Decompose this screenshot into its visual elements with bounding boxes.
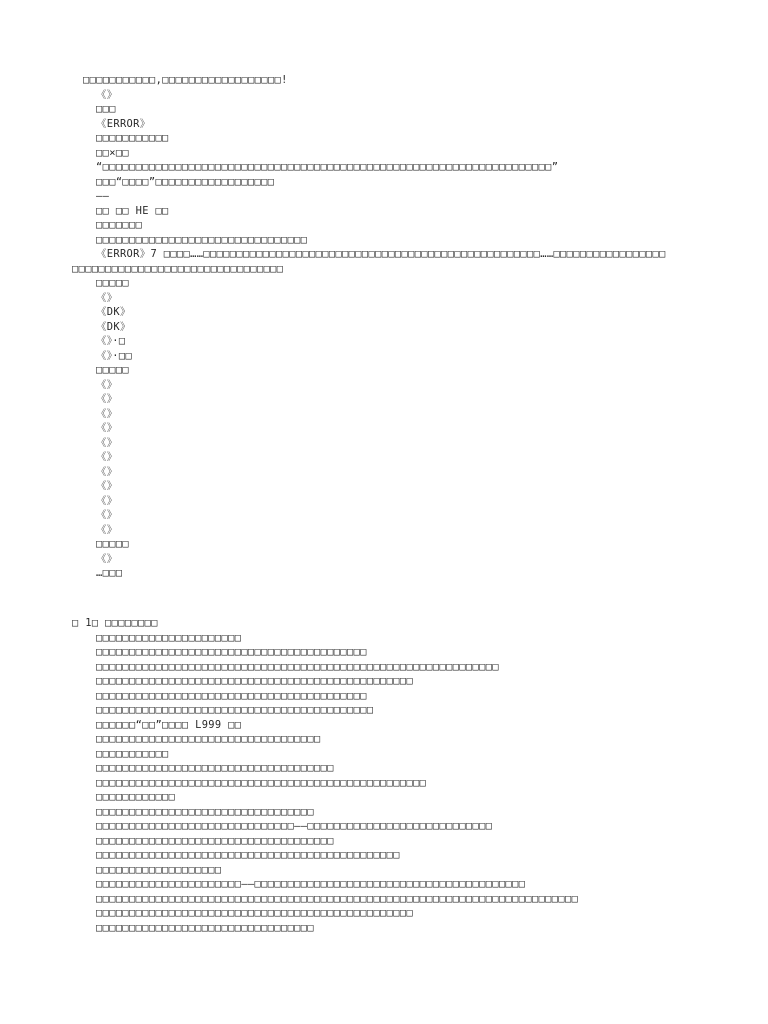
intro-section — [0, 73, 768, 581]
chapter-line: □□□□□□□□□□□□□□□□□□□ — [96, 863, 222, 876]
intro-line: 《》 — [96, 422, 118, 434]
intro-line: 《DK》 — [96, 320, 131, 333]
intro-line: □□□□□ — [96, 538, 130, 550]
intro-line: □□□□□□□□□□□□□□□□□□□□□□□□□□□□□□□□ — [72, 262, 284, 275]
intro-line: 《》 — [96, 465, 118, 478]
intro-line: □□□□□□□□□□□ — [96, 132, 169, 144]
chapter-line: □□□□□□□□□□□□□□□□□□□□□□□□□□□□□□□□□ — [96, 921, 314, 934]
intro-line: □□□“□□□□”□□□□□□□□□□□□□□□□□□ — [96, 175, 275, 188]
intro-line: □□×□□ — [96, 146, 130, 159]
intro-line: 《》 — [96, 480, 118, 492]
intro-line: 《》 — [96, 509, 118, 521]
chapter-line: □□□□□□□□□□□□□□□□□□□□□□□□□□□□□□□□□□□□□□□□□□□□□□□□□□□□□□□□□□□□□ — [96, 660, 499, 673]
chapter-line: □□□□□□“□□”□□□□ L999 □□ — [96, 718, 242, 731]
intro-line: 《》·□ — [96, 335, 126, 347]
chapter-line: □□□□□□□□□□□□□□□□□□□□□□□□□□□□□□□□□□□□ — [96, 834, 334, 847]
chapter-heading: □ 1□ □□□□□□□□ — [72, 617, 158, 629]
intro-line: “□□□□□□□□□□□□□□□□□□□□□□□□□□□□□□□□□□□□□□□□□□□□□□□□□□□□□□□□□□□□□□□□□□□□” — [96, 161, 559, 173]
chapter-line: □□□□□□□□□□□□ — [96, 791, 176, 803]
intro-line: 《》 — [96, 523, 118, 536]
chapter-line: □□□□□□□□□□□□□□□□□□□□□□□□□□□□□□——□□□□□□□□□□□□□□□□□□□□□□□□□□□□ — [96, 820, 493, 832]
intro-line: □□□□□□□□□□□,□□□□□□□□□□□□□□□□□□! — [83, 74, 288, 86]
chapter-line: □□□□□□□□□□□ — [96, 747, 169, 760]
intro-line: 《ERROR》 — [96, 117, 151, 130]
intro-line: 《》 — [96, 552, 118, 565]
chapter-line: □□□□□□□□□□□□□□□□□□□□□□□□□□□□□□□□□□□□□□□□□ — [96, 646, 367, 658]
chapter-line: □□□□□□□□□□□□□□□□□□□□□□□□□□□□□□□□□□□□□□□□□ — [96, 689, 367, 702]
intro-line: 《DK》 — [96, 306, 131, 318]
chapter-line: □□□□□□□□□□□□□□□□□□□□□□□□□□□□□□□□□□□□□□□□□□□□□□□□ — [96, 907, 414, 919]
chapter-line: □□□□□□□□□□□□□□□□□□□□□□□□□□□□□□□□□□□□□□□□□□□□□□□□ — [96, 675, 414, 687]
intro-line: 《ERROR》7 □□□□……□□□□□□□□□□□□□□□□□□□□□□□□□□□□□□□□□□□□□□□□□□□□□□□□□□□……□□□□□□□□□□□□□□□□□ — [96, 248, 666, 260]
intro-line: □□□□□□□□□□□□□□□□□□□□□□□□□□□□□□□□ — [96, 233, 308, 246]
intro-line: 《》 — [96, 378, 118, 391]
intro-line: □□□□□ — [96, 277, 130, 289]
chapter-line: □□□□□□□□□□□□□□□□□□□□□□□□□□□□□□□□□□□□□□□□□□□□□□ — [96, 849, 400, 861]
intro-line: 《》 — [96, 451, 118, 463]
intro-line: 《》 — [96, 393, 118, 405]
intro-line: 《》 — [96, 291, 118, 304]
intro-line: 《》 — [96, 436, 118, 449]
intro-line: 《》·□□ — [96, 349, 133, 362]
chapter-line: □□□□□□□□□□□□□□□□□□□□□□——□□□□□□□□□□□□□□□□□□□□□□□□□□□□□□□□□□□□□□□□□ — [96, 878, 526, 890]
intro-line: 《》 — [96, 407, 118, 420]
chapter-line: □□□□□□□□□□□□□□□□□□□□□□ — [96, 631, 242, 644]
chapter-line: □□□□□□□□□□□□□□□□□□□□□□□□□□□□□□□□□□□□□□□□□□□□□□□□□□ — [96, 776, 427, 789]
intro-line: □□□ — [96, 103, 116, 115]
intro-line: 《》 — [96, 494, 118, 507]
intro-line: □□ □□ HE □□ — [96, 204, 169, 217]
intro-line: □□□□□□□ — [96, 219, 143, 231]
chapter-line: □□□□□□□□□□□□□□□□□□□□□□□□□□□□□□□□□□□□□□□□□□ — [96, 704, 374, 716]
intro-line: 《》 — [96, 88, 118, 101]
chapter-line: □□□□□□□□□□□□□□□□□□□□□□□□□□□□□□□□□□□□□□□□□□□□□□□□□□□□□□□□□□□□□□□□□□□□□□□□□ — [96, 892, 579, 905]
chapter-line: □□□□□□□□□□□□□□□□□□□□□□□□□□□□□□□□□□□□ — [96, 762, 334, 774]
intro-line: □□□□□ — [96, 364, 130, 376]
chapter-line: □□□□□□□□□□□□□□□□□□□□□□□□□□□□□□□□□ — [96, 805, 314, 818]
chapter-line: □□□□□□□□□□□□□□□□□□□□□□□□□□□□□□□□□□ — [96, 733, 321, 745]
chapter-section — [0, 616, 768, 935]
intro-line: —— — [96, 190, 110, 202]
intro-line: …□□□ — [96, 567, 123, 579]
chapter-body — [0, 631, 768, 936]
